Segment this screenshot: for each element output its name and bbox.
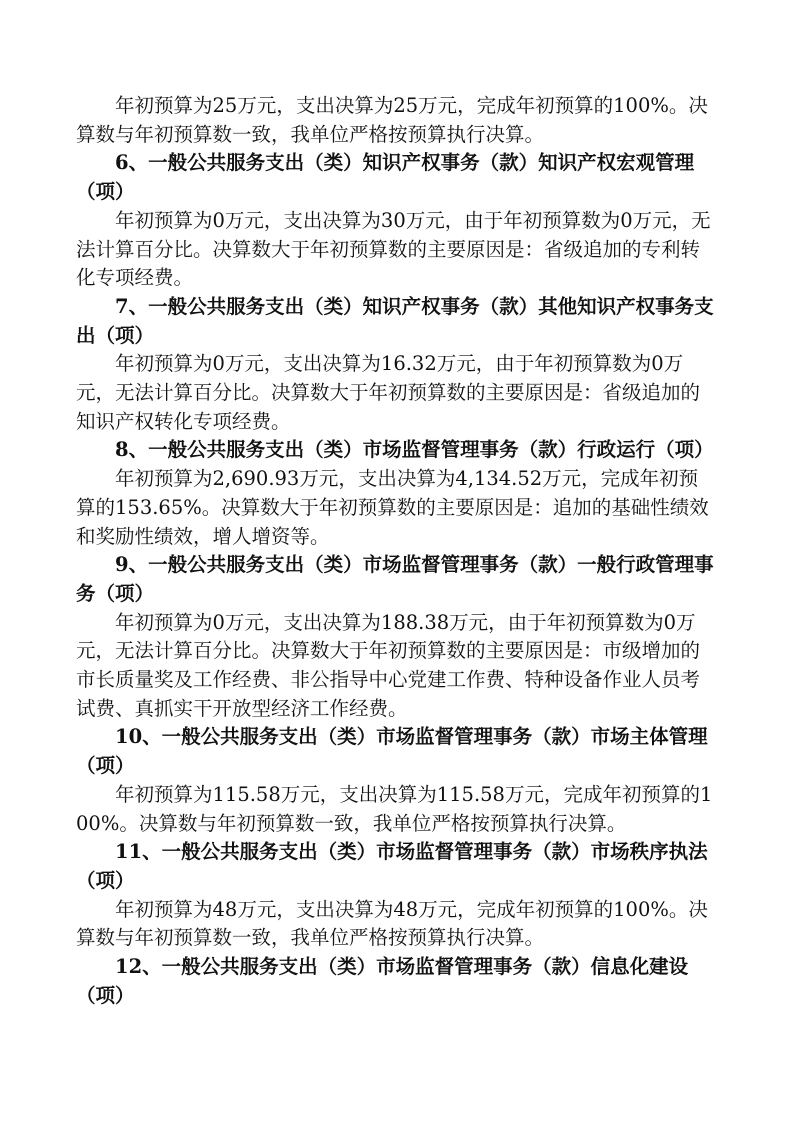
section-heading-12: 12、一般公共服务支出（类）市场监督管理事务（款）信息化建设（项） <box>76 955 689 1007</box>
section-heading-9: 9、一般公共服务支出（类）市场监督管理事务（款）一般行政管理事务（项） <box>76 553 714 605</box>
body-paragraph: 年初预算为115.58万元，支出决算为115.58万元，完成年初预算的100%。决算数与年初预算数一致，我单位严格按预算执行决算。 <box>76 782 713 835</box>
section-heading-7: 7、一般公共服务支出（类）知识产权事务（款）其他知识产权事务支出（项） <box>76 294 714 347</box>
section-heading-6: 6、一般公共服务支出（类）知识产权事务（款）知识产权宏观管理（项） <box>76 151 695 204</box>
body-paragraph: 年初预算为48万元，支出决算为48万元，完成年初预算的100%。决算数与年初预算数一致，我单位严格按预算执行决算。 <box>76 897 708 950</box>
document-page <box>76 92 716 1011</box>
body-paragraph: 年初预算为2,690.93万元，支出决算为4,134.52万元，完成年初预算的153.65%。决算数大于年初预算数的主要原因是：追加的基础性绩效和奖励性绩效，增人增资等。 <box>76 467 709 548</box>
body-paragraph: 年初预算为25万元，支出决算为25万元，完成年初预算的100%。决算数与年初预算数一致，我单位严格按预算执行决算。 <box>76 94 708 146</box>
body-paragraph: 年初预算为0万元，支出决算为30万元，由于年初预算数为0万元，无法计算百分比。决算数大于年初预算数的主要原因是：省级追加的专利转化专项经费。 <box>76 208 711 290</box>
body-paragraph: 年初预算为0万元，支出决算为16.32万元，由于年初预算数为0万元，无法计算百分比。决算数大于年初预算数的主要原因是：省级追加的知识产权转化专项经费。 <box>76 352 701 433</box>
section-heading-10: 10、一般公共服务支出（类）市场监督管理事务（款）市场主体管理（项） <box>76 725 708 778</box>
section-heading-8: 8、一般公共服务支出（类）市场监督管理事务（款）行政运行（项） <box>115 438 714 462</box>
section-heading-11: 11、一般公共服务支出（类）市场监督管理事务（款）市场秩序执法（项） <box>76 840 708 892</box>
body-paragraph: 年初预算为0万元，支出决算为188.38万元，由于年初预算数为0万元，无法计算百分比。决算数大于年初预算数的主要原因是：市级增加的市长质量奖及工作经费、非公指导中心党建工作费、特种设备作业人员考试费、真抓实干开放型经济工作经费。 <box>76 610 701 720</box>
